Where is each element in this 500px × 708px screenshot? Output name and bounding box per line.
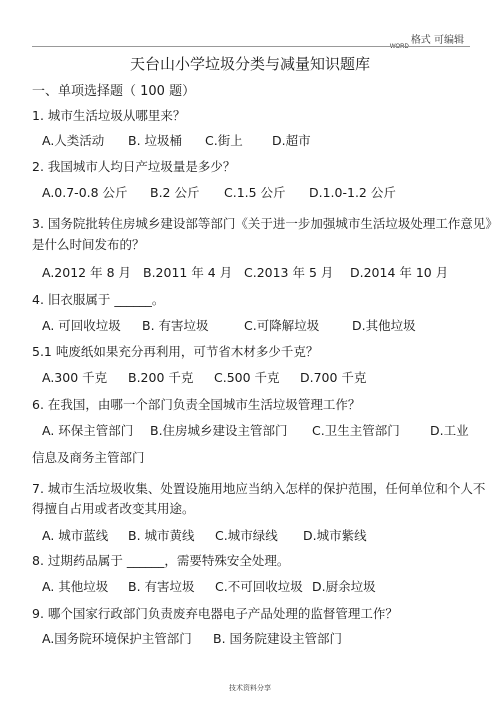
- section-heading: 一、单项选择题（ 100 题）: [32, 84, 196, 99]
- q3-option-d: D.2014 年 10 月: [350, 265, 449, 280]
- q5-option-a: A.300 千克: [42, 370, 108, 385]
- question-5: 5.1 吨废纸如果充分再利用，可节省木材多少千克？: [32, 344, 319, 359]
- q8-option-d: D.厨余垃圾: [312, 579, 376, 594]
- q3-option-c: C.2013 年 5 月: [244, 265, 334, 280]
- q9-option-a: A.国务院环境保护主管部门: [42, 631, 192, 646]
- q7-option-b: B. 城市黄线: [128, 528, 195, 543]
- question-7-cont: 得擅自占用或者改变其用途。: [32, 501, 195, 516]
- question-6: 6. 在我国，由哪一个部门负责全国城市生活垃圾管理工作？: [32, 397, 361, 412]
- q6-option-c: C.卫生主管部门: [312, 423, 400, 438]
- question-8: 8. 过期药品属于 ______，需要特殊安全处理。: [32, 553, 290, 568]
- q2-option-c: C.1.5 公斤: [224, 185, 286, 200]
- question-3-cont: 是什么时间发布的？: [32, 237, 145, 252]
- q8-option-c: C.不可回收垃圾: [215, 579, 303, 594]
- q8-option-b: B. 有害垃圾: [128, 579, 195, 594]
- q7-option-d: D.城市紫线: [303, 528, 367, 543]
- page-header: [390, 31, 464, 50]
- q5-option-c: C.500 千克: [214, 370, 280, 385]
- q7-option-c: C.城市绿线: [215, 528, 278, 543]
- question-4: 4. 旧衣服属于 ______。: [32, 292, 165, 307]
- q2-option-b: B.2 公斤: [150, 185, 200, 200]
- question-6-cont: 信息及商务主管部门: [32, 450, 145, 465]
- q5-option-d: D.700 千克: [300, 370, 367, 385]
- q6-option-a: A. 环保主管部门: [42, 423, 134, 438]
- q2-option-d: D.1.0-1.2 公斤: [309, 185, 396, 200]
- question-3: 3. 国务院批转住房城乡建设部等部门《关于进一步加强城市生活垃圾处理工作意见》: [32, 216, 498, 231]
- question-9: 9. 哪个国家行政部门负责废弃电器电子产品处理的监督管理工作？: [32, 606, 398, 621]
- header-divider: [32, 46, 470, 47]
- q9-option-b: B. 国务院建设主管部门: [213, 631, 343, 646]
- page-footer: 技术资料分享: [229, 684, 271, 692]
- q8-option-a: A. 其他垃圾: [42, 579, 109, 594]
- q5-option-b: B.200 千克: [128, 370, 194, 385]
- q1-option-d: D.超市: [272, 133, 311, 148]
- q3-option-a: A.2012 年 8 月: [42, 265, 131, 280]
- q4-option-a: A. 可回收垃圾: [42, 318, 121, 333]
- question-7: 7. 城市生活垃圾收集、处置设施用地应当纳入怎样的保护范围，任何单位和个人不: [32, 481, 486, 496]
- q6-option-d: D.工业: [430, 423, 469, 438]
- q3-option-b: B.2011 年 4 月: [143, 265, 233, 280]
- q7-option-a: A. 城市蓝线: [42, 528, 109, 543]
- q4-option-d: D.其他垃圾: [352, 318, 416, 333]
- question-2: 2. 我国城市人均日产垃圾量是多少？: [32, 159, 236, 174]
- question-1: 1. 城市生活垃圾从哪里来？: [32, 108, 186, 123]
- q1-option-a: A.人类活动: [42, 133, 105, 148]
- q2-option-a: A.0.7-0.8 公斤: [42, 185, 128, 200]
- q4-option-c: C.可降解垃圾: [244, 318, 320, 333]
- q6-option-b: B.住房城乡建设主管部门: [150, 423, 288, 438]
- header-format: 格式 可编辑: [410, 35, 464, 46]
- q1-option-c: C.街上: [205, 133, 243, 148]
- page-title: 天台山小学垃圾分类与减量知识题库: [129, 55, 370, 73]
- q1-option-b: B. 垃圾桶: [128, 133, 183, 148]
- header-word: WORD: [389, 44, 409, 50]
- q4-option-b: B. 有害垃圾: [142, 318, 209, 333]
